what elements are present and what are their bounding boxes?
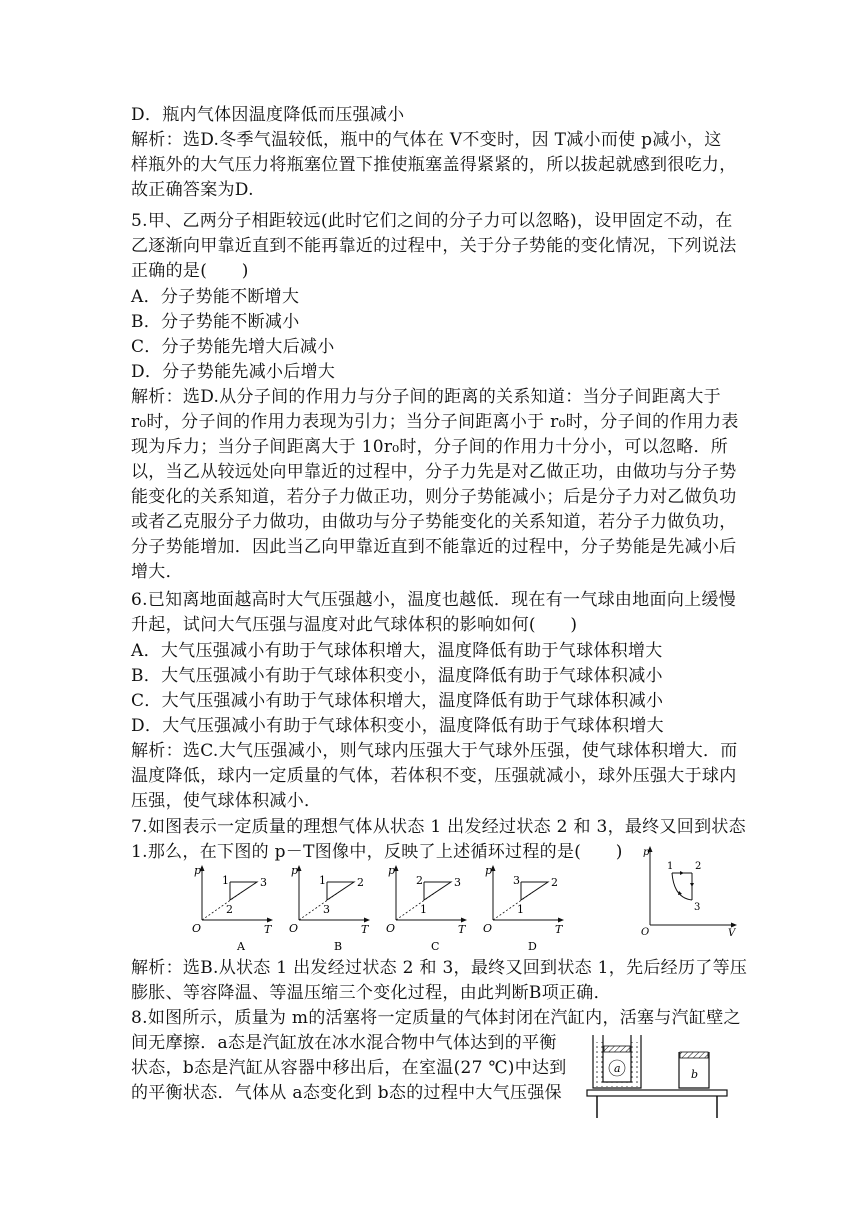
text-line: 解析：选B.从状态 1 出发经过状态 2 和 3，最终又回到状态 1，先后经历了等压 <box>131 958 748 978</box>
t-axis-arrow <box>558 918 564 923</box>
t-axis-arrow <box>267 918 273 923</box>
pv-origin: O <box>641 927 650 938</box>
pt-label: 1 <box>222 874 229 887</box>
option-b: B．分子势能不断减小 <box>131 312 300 332</box>
option-a: A．大气压强减小有助于气球体积增大，温度降低有助于气球体积增大 <box>131 641 663 661</box>
pv-axis-v: V <box>728 928 736 939</box>
pt-axis-t: T <box>555 923 563 936</box>
text-line: 间无摩擦．a态是汽缸放在冰水混合物中气体达到的平衡 <box>131 1033 557 1053</box>
pt-panel-B <box>289 864 370 953</box>
cycle-path <box>230 882 257 900</box>
pt-label: 1 <box>420 903 427 916</box>
pt-label: 3 <box>323 903 330 916</box>
option-d: D．分子势能先减小后增大 <box>131 362 336 382</box>
text-line: 乙逐渐向甲靠近直到不能再靠近的过程中，关于分子势能的变化情况，下列说法 <box>131 236 737 256</box>
label-a: a <box>614 1062 621 1075</box>
pt-axis-p: p <box>291 864 299 877</box>
cylinder-apparatus-figure <box>585 1030 735 1120</box>
text-line: 或者乙克服分子力做功，由做功与分子势能变化的关系知道，若分子力做负功， <box>131 512 737 532</box>
pt-label: 3 <box>260 876 267 889</box>
pt-label: 2 <box>357 876 364 889</box>
pt-origin: O <box>483 922 493 935</box>
text-line: 分子势能增加．因此当乙向甲靠近直到不能靠近的过程中，分子势能是先减小后 <box>131 537 737 557</box>
pt-caption: C <box>431 940 440 953</box>
pt-caption: D <box>528 940 537 953</box>
text-line: 1.那么，在下图的 p－T图像中，反映了上述循环过程的是( ) <box>131 842 623 862</box>
pt-label: 3 <box>513 874 520 887</box>
pt-axis-t: T <box>264 923 272 936</box>
text-line: D．瓶内气体因温度降低而压强减小 <box>131 105 405 125</box>
label-b: b <box>691 1068 699 1081</box>
text-line: 故正确答案为D. <box>131 180 254 200</box>
option-c: C．分子势能先增大后减小 <box>131 337 335 357</box>
text-line: 升起，试问大气压强与温度对此气球体积的影响如何( ) <box>131 615 578 635</box>
text-line: 的平衡状态．气体从 a态变化到 b态的过程中大气压强保 <box>131 1083 562 1103</box>
pt-label: 2 <box>416 874 423 887</box>
text-line: 解析：选D.从分子间的作用力与分子间的距离的关系知道：当分子间距离大于 <box>131 387 721 407</box>
t-axis-arrow <box>364 918 370 923</box>
option-a: A．分子势能不断增大 <box>131 287 300 307</box>
pt-axis-t: T <box>361 923 369 936</box>
text-line: 解析：选D.冬季气温较低，瓶中的气体在 V不变时，因 T减小而使 p减小，这 <box>131 130 722 150</box>
text-line: 样瓶外的大气压力将瓶塞位置下推使瓶塞盖得紧紧的，所以拔起就感到很吃力， <box>131 155 737 175</box>
text-line: 状态，b态是汽缸从容器中移出后，在室温(27 ℃)中达到 <box>131 1058 567 1078</box>
pt-graph-options-figure <box>190 862 563 953</box>
pt-label: 3 <box>454 876 461 889</box>
option-d: D．大气压强减小有助于气球体积变小，温度降低有助于气球体积增大 <box>131 716 664 736</box>
pv-label-1: 1 <box>667 861 674 872</box>
question-6-line: 6.已知离地面越高时大气压强越小，温度也越低．现在有一气球由地面向上缓慢 <box>131 590 737 610</box>
pv-label-2: 2 <box>695 861 702 872</box>
text-line: 现为斥力；当分子间距离大于 10r₀时，分子间的作用力十分小，可以忽略．所 <box>131 437 729 457</box>
text-line: 以，当乙从较远处向甲靠近的过程中，分子力先是对乙做正功，由做功与分子势 <box>131 462 737 482</box>
text-line: 膨胀、等容降温、等温压缩三个变化过程，由此判断B项正确． <box>131 983 611 1003</box>
cycle-path <box>521 882 548 900</box>
question-8-line: 8.如图所示，质量为 m的活塞将一定质量的气体封闭在汽缸内，活塞与汽缸壁之 <box>131 1008 741 1028</box>
cycle-path <box>424 882 451 900</box>
pt-label: 2 <box>551 876 558 889</box>
pt-axis-t: T <box>458 923 466 936</box>
option-c: C．大气压强减小有助于气球体积增大，温度降低有助于气球体积减小 <box>131 691 664 711</box>
pt-label: 1 <box>517 903 524 916</box>
pt-panel-D <box>483 864 564 953</box>
text-line: 解析：选C.大气压强减小，则气球内压强大于气球外压强，使气球体积增大．而 <box>131 741 738 761</box>
cycle-path <box>327 882 354 900</box>
option-b: B．大气压强减小有助于气球体积变小，温度降低有助于气球体积减小 <box>131 666 663 686</box>
text-line: 温度降低，球内一定质量的气体，若体积不变，压强就减小，球外压强大于球内 <box>131 766 737 786</box>
pv-label-3: 3 <box>694 902 701 913</box>
text-line: 能变化的关系知道，若分子力做正功，则分子势能减小；后是分子力对乙做负功 <box>131 487 737 507</box>
pt-label: 1 <box>319 874 326 887</box>
text-line: 正确的是( ) <box>131 261 249 281</box>
question-5-line: 5.甲、乙两分子相距较远(此时它们之间的分子力可以忽略)，设甲固定不动，在 <box>131 211 733 231</box>
pv-axis-p: p <box>643 847 650 858</box>
t-axis-arrow <box>461 918 467 923</box>
text-line: 增大． <box>131 562 183 582</box>
text-line: r₀时，分子间的作用力表现为引力；当分子间距离小于 r₀时，分子间的作用力表 <box>131 412 739 432</box>
pt-axis-p: p <box>485 864 493 877</box>
pt-origin: O <box>192 922 202 935</box>
pt-panel-C <box>386 864 467 953</box>
pt-caption: A <box>237 940 245 953</box>
pt-caption: B <box>334 940 343 953</box>
text-line: 压强，使气球体积减小． <box>131 791 322 811</box>
pt-axis-p: p <box>388 864 396 877</box>
pt-label: 2 <box>226 903 233 916</box>
pt-panel-A <box>192 864 273 953</box>
pt-axis-p: p <box>194 864 202 877</box>
pt-origin: O <box>386 922 396 935</box>
question-7-line: 7.如图表示一定质量的理想气体从状态 1 出发经过状态 2 和 3，最终又回到状态 <box>131 817 746 837</box>
pv-graph-figure <box>640 843 740 938</box>
pt-origin: O <box>289 922 299 935</box>
